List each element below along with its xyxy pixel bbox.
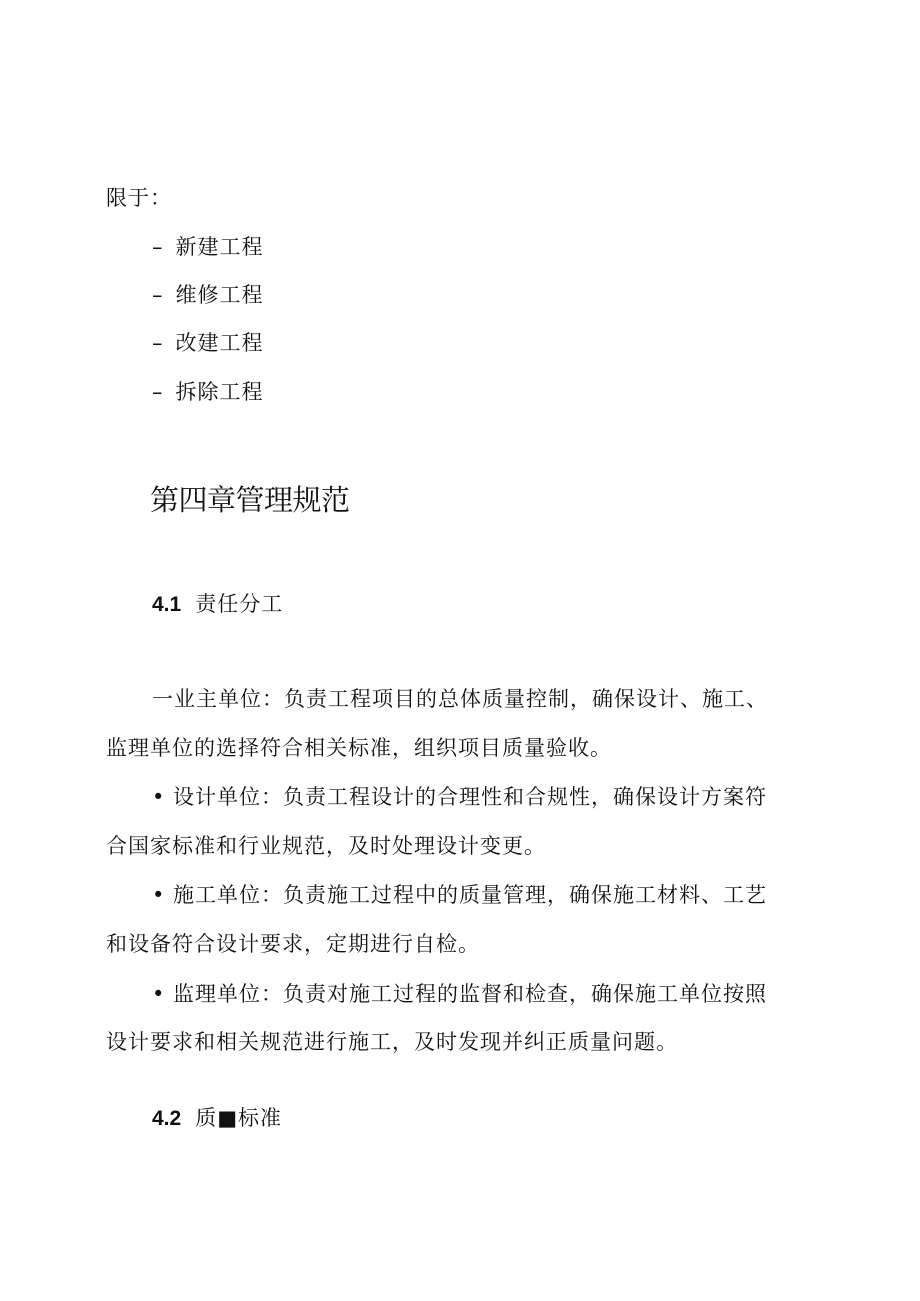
section-title: 质■标准: [195, 1106, 283, 1130]
intro-lead: 限于：: [106, 186, 172, 210]
paragraph-designer-line1: • 设计单位：负责工程设计的合理性和合规性，确保设计方案符: [152, 785, 768, 809]
list-item-new-construction: [152, 235, 264, 259]
list-item-label: 新建工程: [175, 235, 264, 259]
paragraph-contractor-line2: 和设备符合设计要求，定期进行自检。: [106, 932, 480, 956]
section-heading-4-1: [152, 592, 283, 617]
list-item-label: 维修工程: [175, 283, 264, 307]
paragraph-supervisor-line2: 设计要求和相关规范进行施工，及时发现并纠正质量问题。: [106, 1030, 678, 1054]
paragraph-owner-line2: 监理单位的选择符合相关标准，组织项目质量验收。: [106, 736, 612, 760]
dash-marker: –: [152, 235, 164, 259]
paragraph-owner-line1: 一业主单位：负责工程项目的总体质量控制，确保设计、施工、: [152, 687, 768, 711]
dash-marker: –: [152, 380, 164, 404]
dash-marker: –: [152, 283, 164, 307]
section-title: 责任分工: [195, 592, 284, 616]
list-item-label: 拆除工程: [175, 380, 264, 404]
list-item-renovation: [152, 331, 264, 355]
list-item-label: 改建工程: [175, 331, 264, 355]
paragraph-supervisor-line1: • 监理单位：负责对施工过程的监督和检查，确保施工单位按照: [152, 982, 768, 1006]
section-heading-4-2: [152, 1106, 282, 1131]
paragraph-contractor-line1: • 施工单位：负责施工过程中的质量管理，确保施工材料、工艺: [152, 883, 768, 907]
dash-marker: –: [152, 331, 164, 355]
list-item-demolition: [152, 380, 264, 404]
list-item-maintenance: [152, 283, 264, 307]
chapter-title: 第四章管理规范: [150, 485, 350, 517]
paragraph-designer-line2: 合国家标准和行业规范，及时处理设计变更。: [106, 834, 546, 858]
section-number: 4.1: [152, 593, 182, 616]
section-number: 4.2: [152, 1107, 182, 1130]
